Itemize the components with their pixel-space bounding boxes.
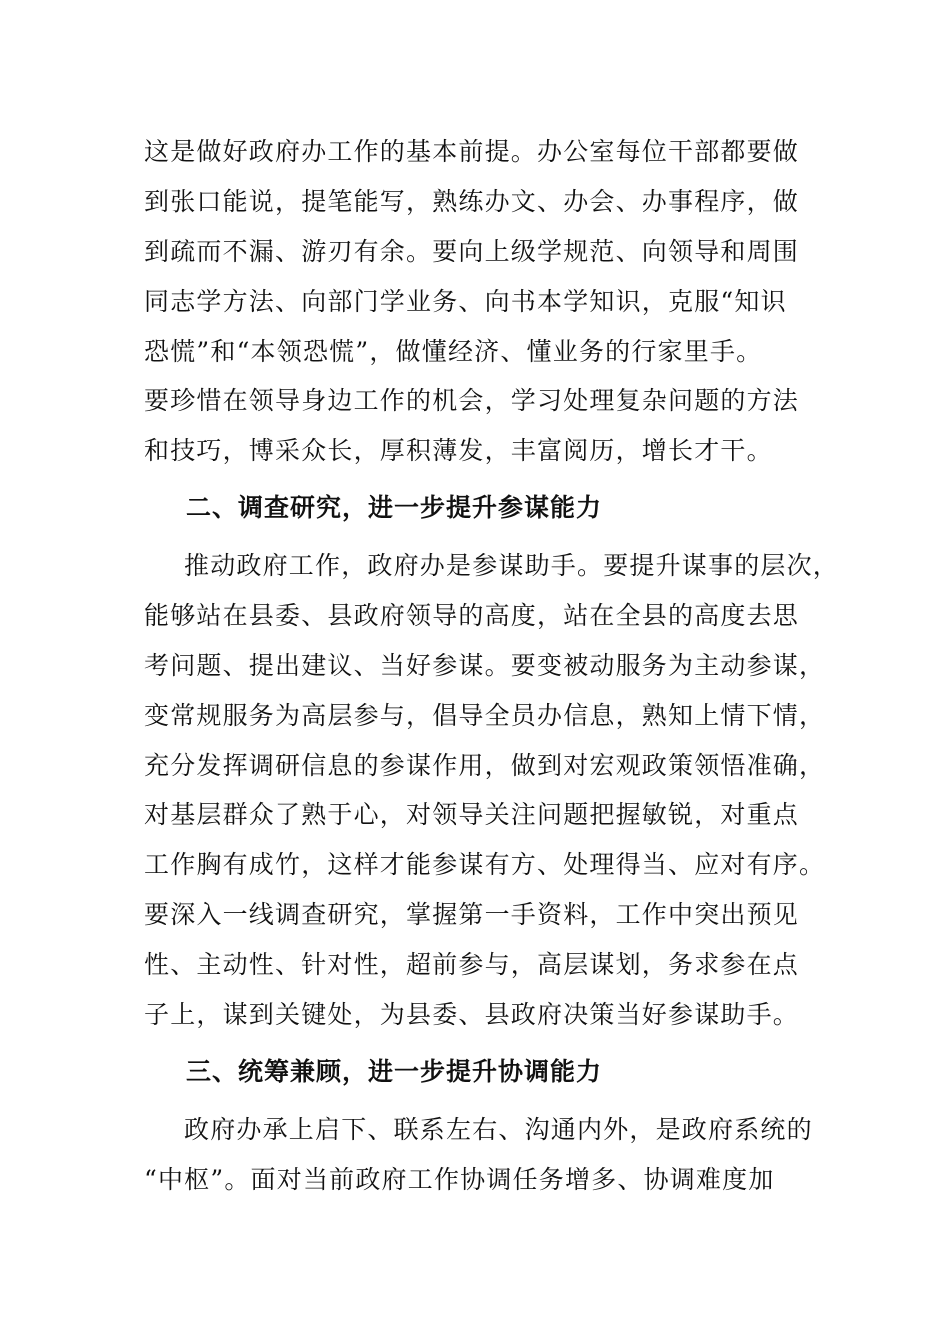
paragraph-line: 子上，谋到关键处，为县委、县政府决策当好参谋助手。 xyxy=(144,1000,800,1029)
paragraph-line: 能够站在县委、县政府领导的高度，站在全县的高度去思 xyxy=(144,601,800,630)
paragraph-line: 到疏而不漏、游刃有余。要向上级学规范、向领导和周围 xyxy=(144,237,800,266)
paragraph-line: 这是做好政府办工作的基本前提。办公室每位干部都要做 xyxy=(144,137,800,166)
paragraph-line: 推动政府工作，政府办是参谋助手。要提升谋事的层次， xyxy=(184,551,840,580)
paragraph-line: 工作胸有成竹，这样才能参谋有方、处理得当、应对有序。 xyxy=(144,850,826,879)
paragraph-line: 政府办承上启下、联系左右、沟通内外，是政府系统的 xyxy=(184,1115,813,1144)
paragraph-line: 和技巧，博采众长，厚积薄发，丰富阅历，增长才干。 xyxy=(144,436,773,465)
paragraph-line: 恐慌”和“本领恐慌”，做懂经济、懂业务的行家里手。 xyxy=(144,337,763,366)
paragraph-line: “中枢”。面对当前政府工作协调任务增多、协调难度加 xyxy=(144,1165,775,1194)
paragraph-line: 性、主动性、针对性，超前参与，高层谋划，务求参在点 xyxy=(144,950,800,979)
paragraph-line: 同志学方法、向部门学业务、向书本学知识，克服“知识 xyxy=(144,287,787,316)
paragraph-line: 到张口能说，提笔能写，熟练办文、办会、办事程序，做 xyxy=(144,187,800,216)
paragraph-line: 对基层群众了熟于心，对领导关注问题把握敏锐，对重点 xyxy=(144,800,800,829)
paragraph-line: 变常规服务为高层参与，倡导全员办信息，熟知上情下情， xyxy=(144,701,826,730)
section-heading: 二、调查研究，进一步提升参谋能力 xyxy=(186,493,603,522)
paragraph-line: 要深入一线调查研究，掌握第一手资料，工作中突出预见 xyxy=(144,900,800,929)
section-heading: 三、统筹兼顾，进一步提升协调能力 xyxy=(186,1057,603,1086)
paragraph-line: 充分发挥调研信息的参谋作用，做到对宏观政策领悟准确， xyxy=(144,751,826,780)
paragraph-line: 考问题、提出建议、当好参谋。要变被动服务为主动参谋， xyxy=(144,651,826,680)
paragraph-line: 要珍惜在领导身边工作的机会，学习处理复杂问题的方法 xyxy=(144,386,800,415)
